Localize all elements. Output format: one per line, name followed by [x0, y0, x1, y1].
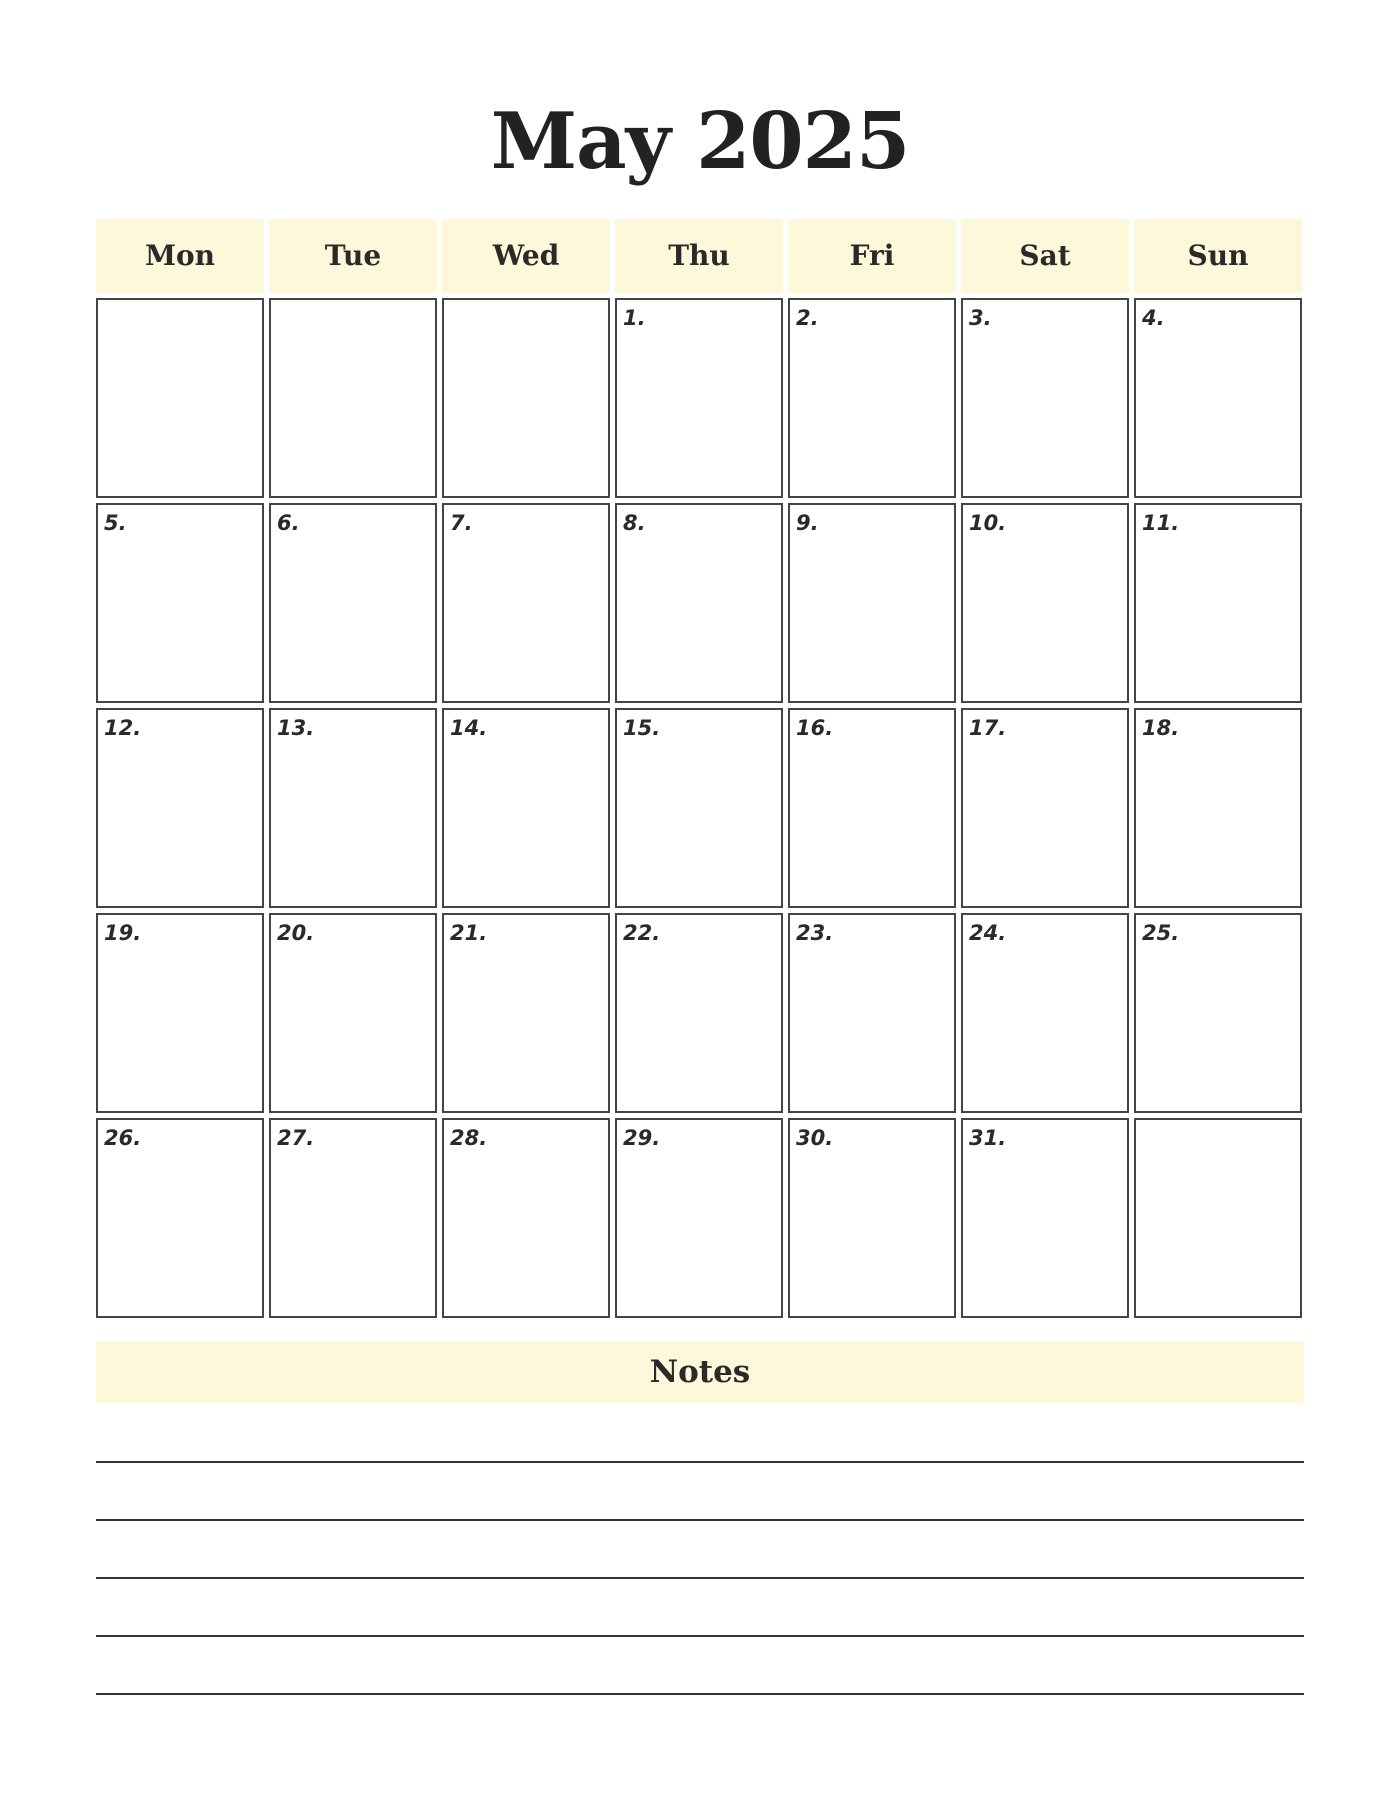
day-number: 8. — [623, 511, 646, 535]
day-number: 13. — [277, 716, 315, 740]
day-number: 18. — [1142, 716, 1180, 740]
day-cell[interactable] — [615, 298, 783, 498]
day-cell[interactable] — [442, 913, 610, 1113]
day-cell[interactable] — [96, 913, 264, 1113]
empty-day-cell[interactable] — [96, 298, 264, 498]
day-cell[interactable] — [788, 298, 956, 498]
day-cell[interactable] — [442, 708, 610, 908]
day-cell[interactable] — [96, 503, 264, 703]
day-number: 23. — [796, 921, 834, 945]
day-cell[interactable] — [961, 298, 1129, 498]
day-number: 6. — [277, 511, 300, 535]
day-cell[interactable] — [442, 503, 610, 703]
page-title: May 2025 — [490, 96, 910, 187]
day-number: 25. — [1142, 921, 1180, 945]
note-line[interactable] — [96, 1577, 1304, 1579]
day-number: 15. — [623, 716, 661, 740]
day-number: 30. — [796, 1126, 834, 1150]
day-number: 20. — [277, 921, 315, 945]
day-cell[interactable] — [961, 1118, 1129, 1318]
day-cell[interactable] — [961, 503, 1129, 703]
day-number: 3. — [969, 306, 992, 330]
day-number: 28. — [450, 1126, 488, 1150]
day-number: 29. — [623, 1126, 661, 1150]
note-line[interactable] — [96, 1519, 1304, 1521]
empty-day-cell[interactable] — [269, 298, 437, 498]
day-cell[interactable] — [442, 1118, 610, 1318]
day-cell[interactable] — [96, 1118, 264, 1318]
day-number: 31. — [969, 1126, 1007, 1150]
day-number: 5. — [104, 511, 127, 535]
day-cell[interactable] — [1134, 708, 1302, 908]
day-cell[interactable] — [1134, 503, 1302, 703]
notes-heading: Notes — [96, 1341, 1304, 1403]
weekday-header-row — [96, 219, 1304, 293]
note-line[interactable] — [96, 1461, 1304, 1463]
calendar-grid — [96, 298, 1304, 1318]
day-number: 1. — [623, 306, 646, 330]
day-number: 7. — [450, 511, 473, 535]
weekday-wed: Wed — [442, 219, 610, 293]
day-cell[interactable] — [1134, 298, 1302, 498]
weekday-tue: Tue — [269, 219, 437, 293]
day-cell[interactable] — [615, 708, 783, 908]
weekday-sun: Sun — [1134, 219, 1302, 293]
day-cell[interactable] — [269, 503, 437, 703]
weekday-sat: Sat — [961, 219, 1129, 293]
day-number: 27. — [277, 1126, 315, 1150]
day-number: 16. — [796, 716, 834, 740]
day-cell[interactable] — [96, 708, 264, 908]
day-cell[interactable] — [788, 913, 956, 1113]
day-cell[interactable] — [615, 913, 783, 1113]
empty-day-cell[interactable] — [442, 298, 610, 498]
day-number: 22. — [623, 921, 661, 945]
day-number: 12. — [104, 716, 142, 740]
day-cell[interactable] — [788, 1118, 956, 1318]
weekday-mon: Mon — [96, 219, 264, 293]
day-cell[interactable] — [961, 913, 1129, 1113]
day-number: 24. — [969, 921, 1007, 945]
day-number: 9. — [796, 511, 819, 535]
day-number: 19. — [104, 921, 142, 945]
day-number: 11. — [1142, 511, 1180, 535]
note-line[interactable] — [96, 1693, 1304, 1695]
day-cell[interactable] — [269, 1118, 437, 1318]
day-cell[interactable] — [269, 913, 437, 1113]
day-cell[interactable] — [788, 503, 956, 703]
weekday-thu: Thu — [615, 219, 783, 293]
day-number: 10. — [969, 511, 1007, 535]
day-number: 26. — [104, 1126, 142, 1150]
day-number: 14. — [450, 716, 488, 740]
weekday-fri: Fri — [788, 219, 956, 293]
day-number: 2. — [796, 306, 819, 330]
day-cell[interactable] — [1134, 913, 1302, 1113]
day-number: 4. — [1142, 306, 1165, 330]
day-cell[interactable] — [269, 708, 437, 908]
day-cell[interactable] — [788, 708, 956, 908]
empty-day-cell[interactable] — [1134, 1118, 1302, 1318]
day-cell[interactable] — [961, 708, 1129, 908]
day-cell[interactable] — [615, 1118, 783, 1318]
day-number: 21. — [450, 921, 488, 945]
day-cell[interactable] — [615, 503, 783, 703]
day-number: 17. — [969, 716, 1007, 740]
note-line[interactable] — [96, 1635, 1304, 1637]
